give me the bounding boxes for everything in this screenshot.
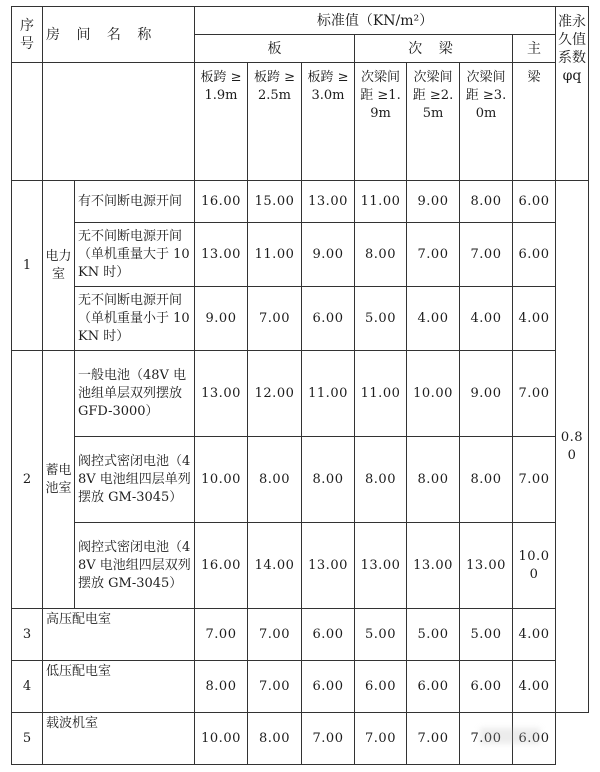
value-cell: 8.00 bbox=[248, 713, 302, 765]
value-cell: 7.00 bbox=[460, 223, 513, 287]
value-cell: 11.00 bbox=[355, 181, 407, 223]
value-cell: 7.00 bbox=[407, 223, 460, 287]
slab-header: 板 bbox=[195, 35, 355, 63]
value-cell: 8.00 bbox=[460, 181, 513, 223]
sub-column-header: 次梁间距 ≥2.5m bbox=[407, 63, 460, 181]
value-cell: 7.00 bbox=[248, 609, 302, 661]
value-cell: 8.00 bbox=[460, 437, 513, 523]
sub-column-header: 板跨 ≥2.5m bbox=[248, 63, 302, 181]
table-row bbox=[12, 287, 589, 351]
seq-cell: 3 bbox=[12, 609, 43, 661]
seq-cell: 5 bbox=[12, 713, 43, 765]
value-cell: 9.00 bbox=[407, 181, 460, 223]
table-row bbox=[12, 223, 589, 287]
value-cell: 7.00 bbox=[302, 713, 355, 765]
empty-cell bbox=[43, 63, 195, 181]
sub-column-header: 板跨 ≥3.0m bbox=[302, 63, 355, 181]
category-cell: 蓄电池室 bbox=[43, 351, 75, 609]
value-cell: 6.00 bbox=[302, 287, 355, 351]
seq-cell: 4 bbox=[12, 661, 43, 713]
sub-column-header: 板跨 ≥1.9m bbox=[195, 63, 248, 181]
value-cell: 11.00 bbox=[302, 351, 355, 437]
value-cell: 5.00 bbox=[355, 287, 407, 351]
table-row bbox=[12, 437, 589, 523]
value-cell: 7.00 bbox=[460, 713, 513, 765]
value-cell: 7.00 bbox=[407, 713, 460, 765]
value-cell: 6.00 bbox=[513, 713, 556, 765]
value-cell: 4.00 bbox=[513, 661, 556, 713]
value-cell: 16.00 bbox=[195, 181, 248, 223]
quasi-permanent-header: 准永久值系数φq bbox=[556, 7, 589, 181]
value-cell: 9.00 bbox=[302, 223, 355, 287]
secondary-beam-header: 次 梁 bbox=[355, 35, 513, 63]
table-row bbox=[12, 661, 589, 713]
room-name-cell: 阀控式密闭电池（48V 电池组四层双列摆放 GM-3045） bbox=[75, 523, 195, 609]
table-row bbox=[12, 523, 589, 609]
room-name-cell: 无不间断电源开间（单机重量大于 10KN 时） bbox=[75, 223, 195, 287]
value-cell: 7.00 bbox=[513, 351, 556, 437]
main-beam-header: 主 bbox=[513, 35, 556, 63]
seq-header: 序号 bbox=[12, 7, 43, 63]
table-row bbox=[12, 351, 589, 437]
value-cell: 10.00 bbox=[407, 351, 460, 437]
value-cell: 4.00 bbox=[407, 287, 460, 351]
room-name-cell: 一般电池（48V 电池组单层双列摆放 GFD-3000） bbox=[75, 351, 195, 437]
value-cell: 4.00 bbox=[460, 287, 513, 351]
empty-cell bbox=[12, 63, 43, 181]
value-cell: 10.00 bbox=[195, 437, 248, 523]
value-cell: 13.00 bbox=[302, 523, 355, 609]
value-cell: 7.00 bbox=[248, 661, 302, 713]
table-row bbox=[12, 181, 589, 223]
value-cell: 7.00 bbox=[248, 287, 302, 351]
value-cell: 6.00 bbox=[302, 609, 355, 661]
sub-column-header: 次梁间距 ≥1.9m bbox=[355, 63, 407, 181]
value-cell: 8.00 bbox=[355, 223, 407, 287]
value-cell: 12.00 bbox=[248, 351, 302, 437]
value-cell: 6.00 bbox=[407, 661, 460, 713]
value-cell: 4.00 bbox=[513, 609, 556, 661]
room-name-cell: 载波机室 bbox=[43, 713, 195, 765]
category-cell: 电力室 bbox=[43, 181, 75, 351]
sub-column-header: 梁 bbox=[513, 63, 556, 181]
room-name-cell: 低压配电室 bbox=[43, 661, 195, 713]
load-standard-table bbox=[11, 6, 589, 765]
value-cell: 5.00 bbox=[460, 609, 513, 661]
sub-column-header: 次梁间距 ≥3.0m bbox=[460, 63, 513, 181]
value-cell: 13.00 bbox=[195, 223, 248, 287]
value-cell: 11.00 bbox=[248, 223, 302, 287]
value-cell: 5.00 bbox=[355, 609, 407, 661]
value-cell: 13.00 bbox=[460, 523, 513, 609]
value-cell: 15.00 bbox=[248, 181, 302, 223]
value-cell: 5.00 bbox=[407, 609, 460, 661]
room-header: 房 间 名 称 bbox=[43, 7, 195, 63]
value-cell: 7.00 bbox=[513, 437, 556, 523]
value-cell: 8.00 bbox=[195, 661, 248, 713]
value-cell: 8.00 bbox=[248, 437, 302, 523]
value-cell: 6.00 bbox=[302, 661, 355, 713]
room-name-cell: 有不间断电源开间 bbox=[75, 181, 195, 223]
value-cell: 6.00 bbox=[513, 223, 556, 287]
quasi-value-cell: 0.80 bbox=[556, 181, 589, 713]
value-cell: 16.00 bbox=[195, 523, 248, 609]
value-cell: 6.00 bbox=[460, 661, 513, 713]
table-row bbox=[12, 609, 589, 661]
value-cell: 14.00 bbox=[248, 523, 302, 609]
watermark-blur bbox=[480, 728, 540, 744]
value-cell: 9.00 bbox=[195, 287, 248, 351]
value-cell: 8.00 bbox=[355, 437, 407, 523]
seq-cell: 2 bbox=[12, 351, 43, 609]
value-cell: 4.00 bbox=[513, 287, 556, 351]
value-cell: 8.00 bbox=[407, 437, 460, 523]
value-cell: 7.00 bbox=[355, 713, 407, 765]
seq-cell: 1 bbox=[12, 181, 43, 351]
sub-header-row bbox=[12, 63, 589, 181]
value-cell: 6.00 bbox=[513, 181, 556, 223]
value-cell: 6.00 bbox=[355, 661, 407, 713]
room-name-cell: 阀控式密闭电池（48V 电池组四层单列摆放 GM-3045） bbox=[75, 437, 195, 523]
value-cell: 13.00 bbox=[195, 351, 248, 437]
value-cell: 7.00 bbox=[195, 609, 248, 661]
value-cell: 13.00 bbox=[355, 523, 407, 609]
room-name-cell: 高压配电室 bbox=[43, 609, 195, 661]
value-cell: 8.00 bbox=[302, 437, 355, 523]
value-cell: 13.00 bbox=[302, 181, 355, 223]
value-cell: 10.00 bbox=[513, 523, 556, 609]
value-cell: 11.00 bbox=[355, 351, 407, 437]
value-cell: 9.00 bbox=[460, 351, 513, 437]
value-cell: 13.00 bbox=[407, 523, 460, 609]
value-cell: 10.00 bbox=[195, 713, 248, 765]
room-name-cell: 无不间断电源开间（单机重量小于 10KN 时） bbox=[75, 287, 195, 351]
standard-value-header: 标准值（KN/m²） bbox=[195, 7, 556, 35]
